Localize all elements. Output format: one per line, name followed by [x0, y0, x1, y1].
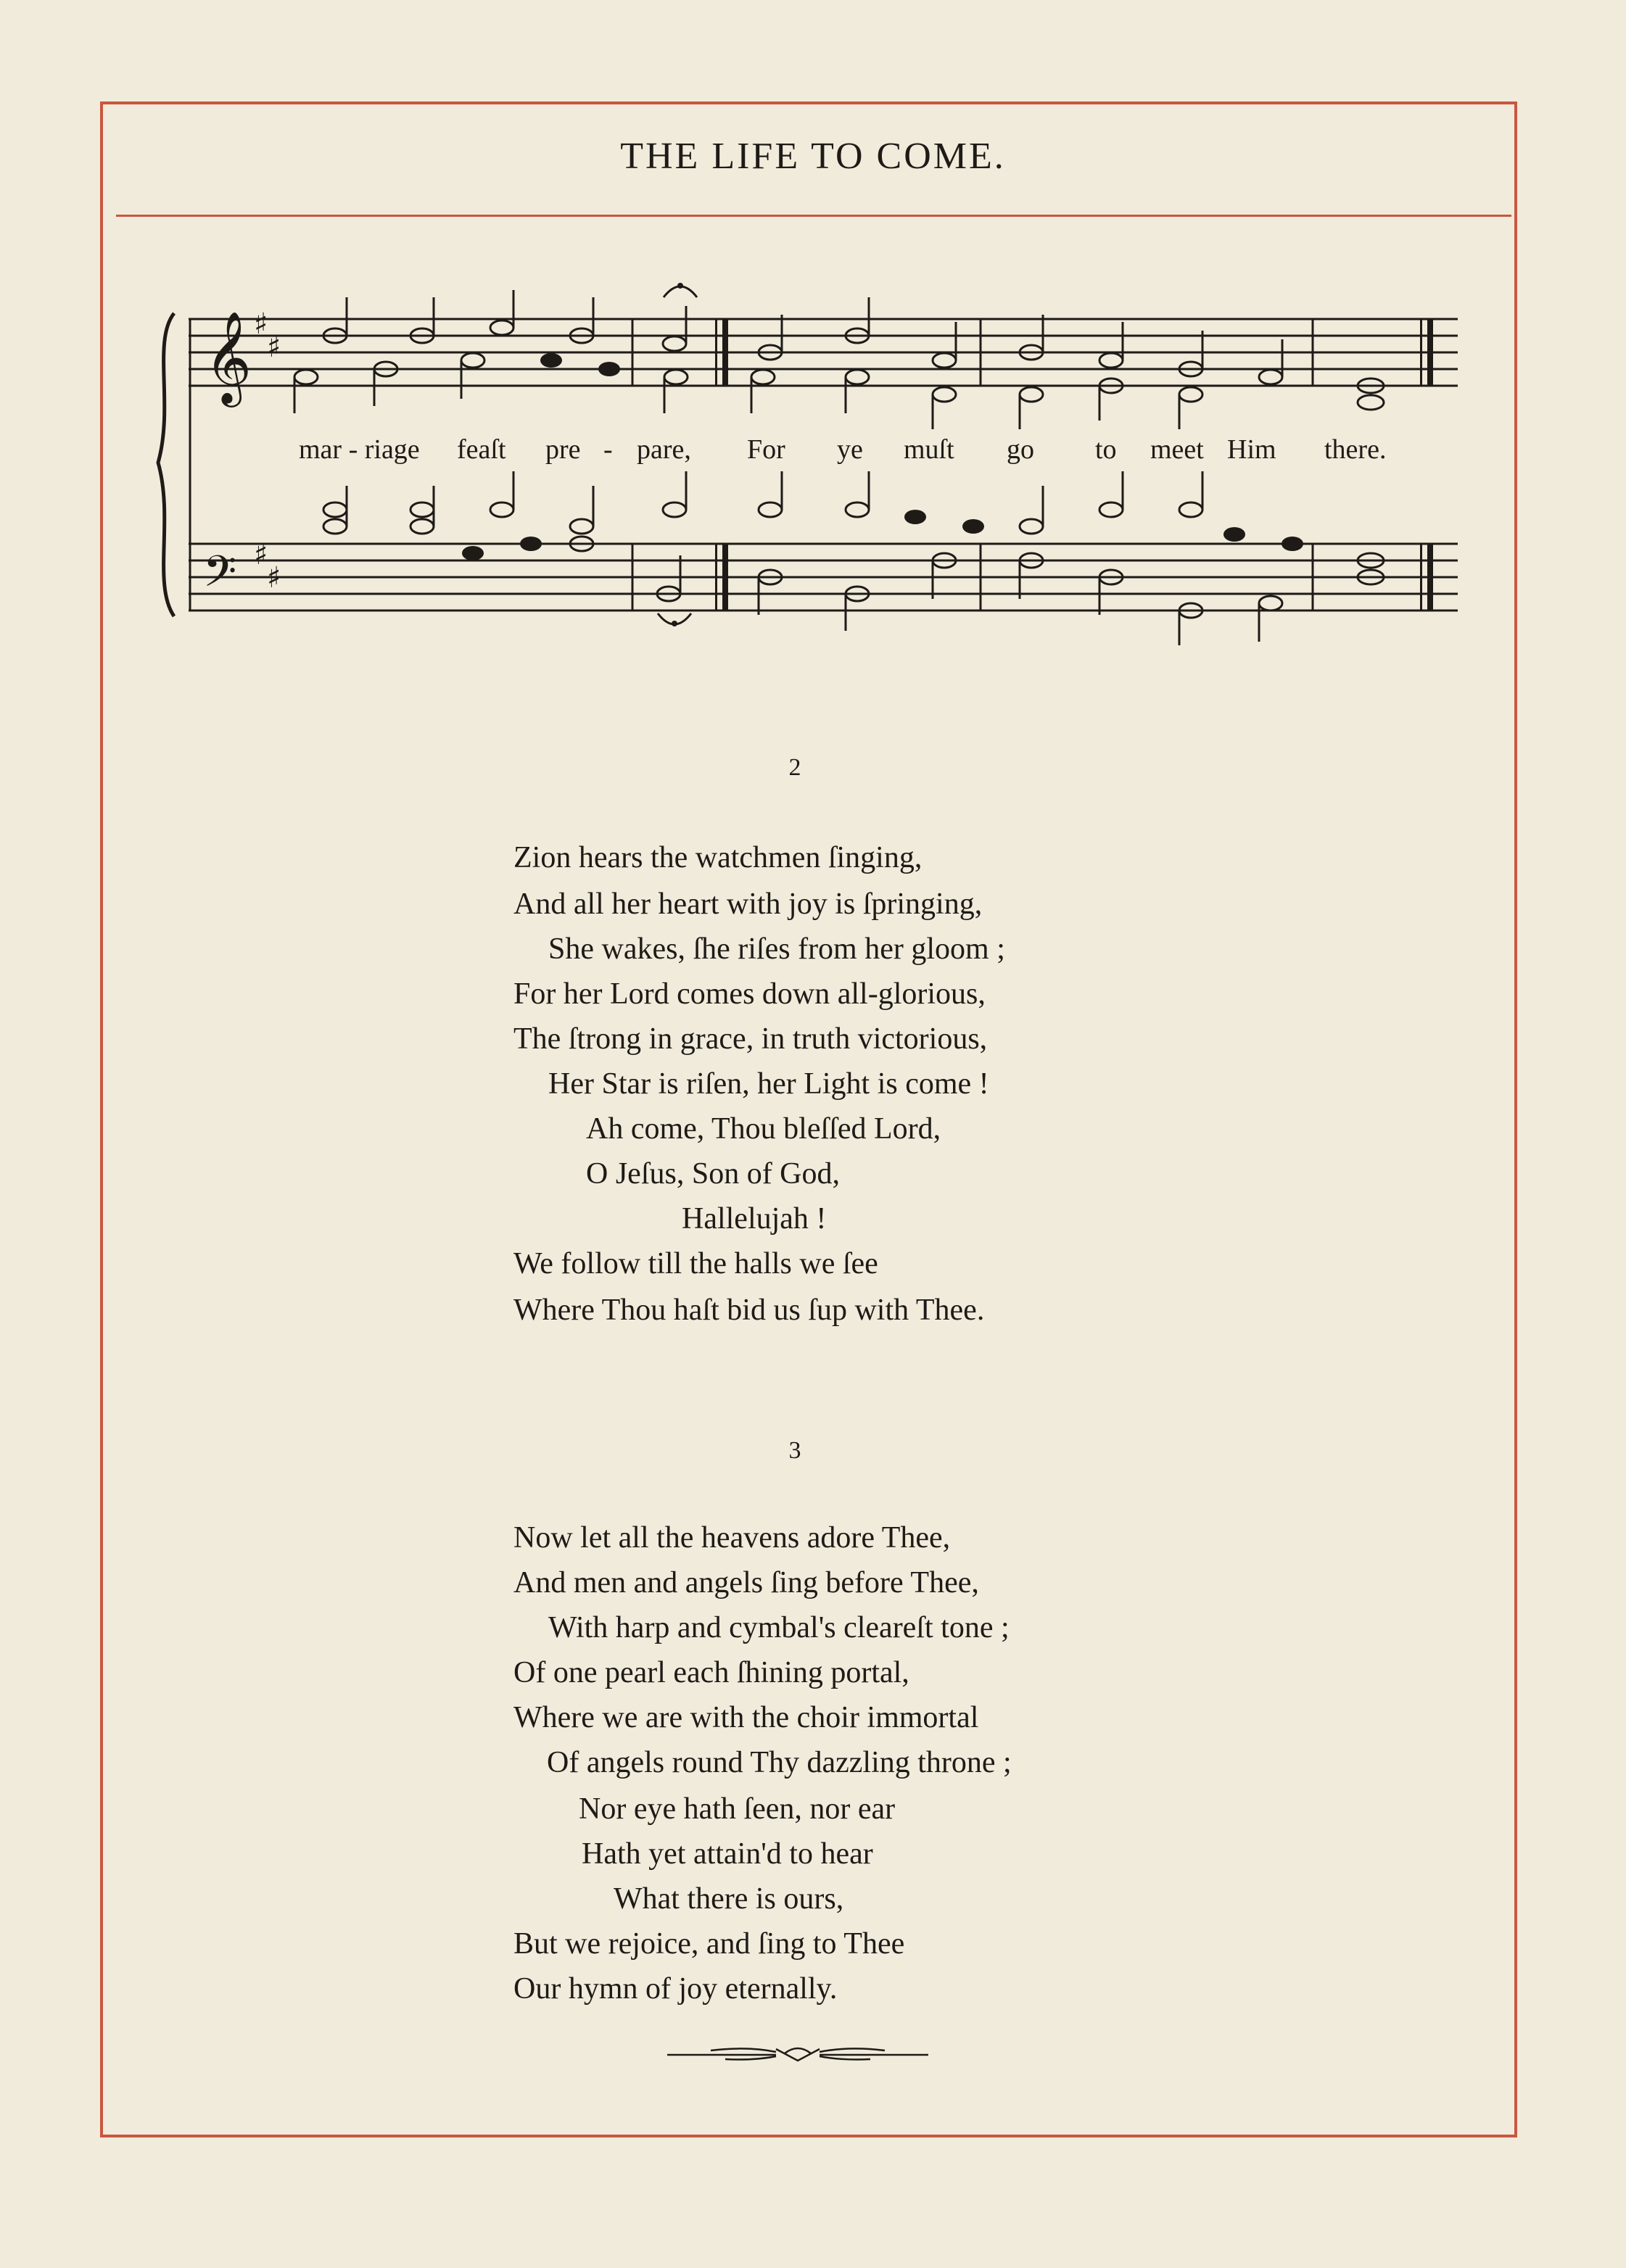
lyric-syllable: ye [837, 434, 863, 465]
verse-line: Nor eye hath ſeen, nor ear [579, 1792, 896, 1826]
lyric-syllable: go [1007, 434, 1034, 465]
verse-line: Zion hears the watchmen ſinging, [513, 841, 923, 874]
lyric-syllable: muſt [904, 434, 954, 465]
lyric-syllable: Him [1227, 434, 1276, 465]
verse-line: Where we are with the choir immortal [513, 1701, 979, 1734]
svg-text:𝄞: 𝄞 [205, 310, 252, 403]
verse-line: For her Lord comes down all-glorious, [513, 977, 986, 1011]
lyric-syllable: pare, [637, 434, 691, 465]
verse-line: Now let all the heavens adore Thee, [513, 1521, 951, 1555]
verse-line: She wakes, ſhe riſes from her gloom ; [548, 932, 1005, 966]
lyric-syllable: there. [1324, 434, 1387, 465]
svg-text:𝄢: 𝄢 [203, 546, 237, 607]
page-title: THE LIFE TO COME. [620, 136, 1006, 177]
svg-text:♯: ♯ [267, 561, 281, 595]
lyric-syllable: pre [545, 434, 581, 465]
lyric-syllable: to [1095, 434, 1117, 465]
lyric-syllable: For [747, 434, 785, 465]
verse-line: Our hymn of joy eternally. [513, 1972, 838, 2006]
verse-line: And men and angels ſing before Thee, [513, 1566, 979, 1599]
verse-line: The ſtrong in grace, in truth victorious, [513, 1022, 988, 1056]
lyric-syllable: meet [1150, 434, 1204, 465]
verse-line: But we rejoice, and ſing to Thee [513, 1927, 905, 1961]
verse-line: And all her heart with joy is ſpringing, [513, 887, 983, 921]
header-rule [116, 215, 1511, 217]
lyric-syllable: feaſt [457, 434, 506, 465]
verse-line: With harp and cymbal's cleareſt tone ; [548, 1611, 1010, 1644]
lyric-syllable: - [603, 434, 613, 465]
verse-line: Of angels round Thy dazzling throne ; [547, 1746, 1012, 1779]
verse-line: We follow till the halls we ſee [513, 1247, 878, 1280]
stanza-number: 3 [788, 1437, 801, 1464]
svg-text:♯: ♯ [254, 307, 268, 341]
verse-line: What there is ours, [614, 1882, 844, 1916]
tailpiece-ornament [667, 2039, 928, 2068]
verse-line: Of one pearl each ſhining portal, [513, 1656, 909, 1689]
svg-text:♯: ♯ [267, 331, 281, 364]
verse-line: Hath yet attain'd to hear [582, 1837, 873, 1871]
verse-line: Hallelujah ! [682, 1202, 827, 1236]
verse-line: Ah come, Thou bleſſed Lord, [586, 1112, 941, 1146]
verse-line: Where Thou haſt bid us ſup with Thee. [513, 1294, 985, 1327]
verse-line: O Jeſus, Son of God, [586, 1157, 841, 1191]
verse-line: Her Star is riſen, her Light is come ! [548, 1067, 989, 1101]
svg-text:♯: ♯ [254, 538, 268, 571]
lyric-syllable: mar - riage [299, 434, 420, 465]
stanza-number: 2 [788, 754, 801, 781]
